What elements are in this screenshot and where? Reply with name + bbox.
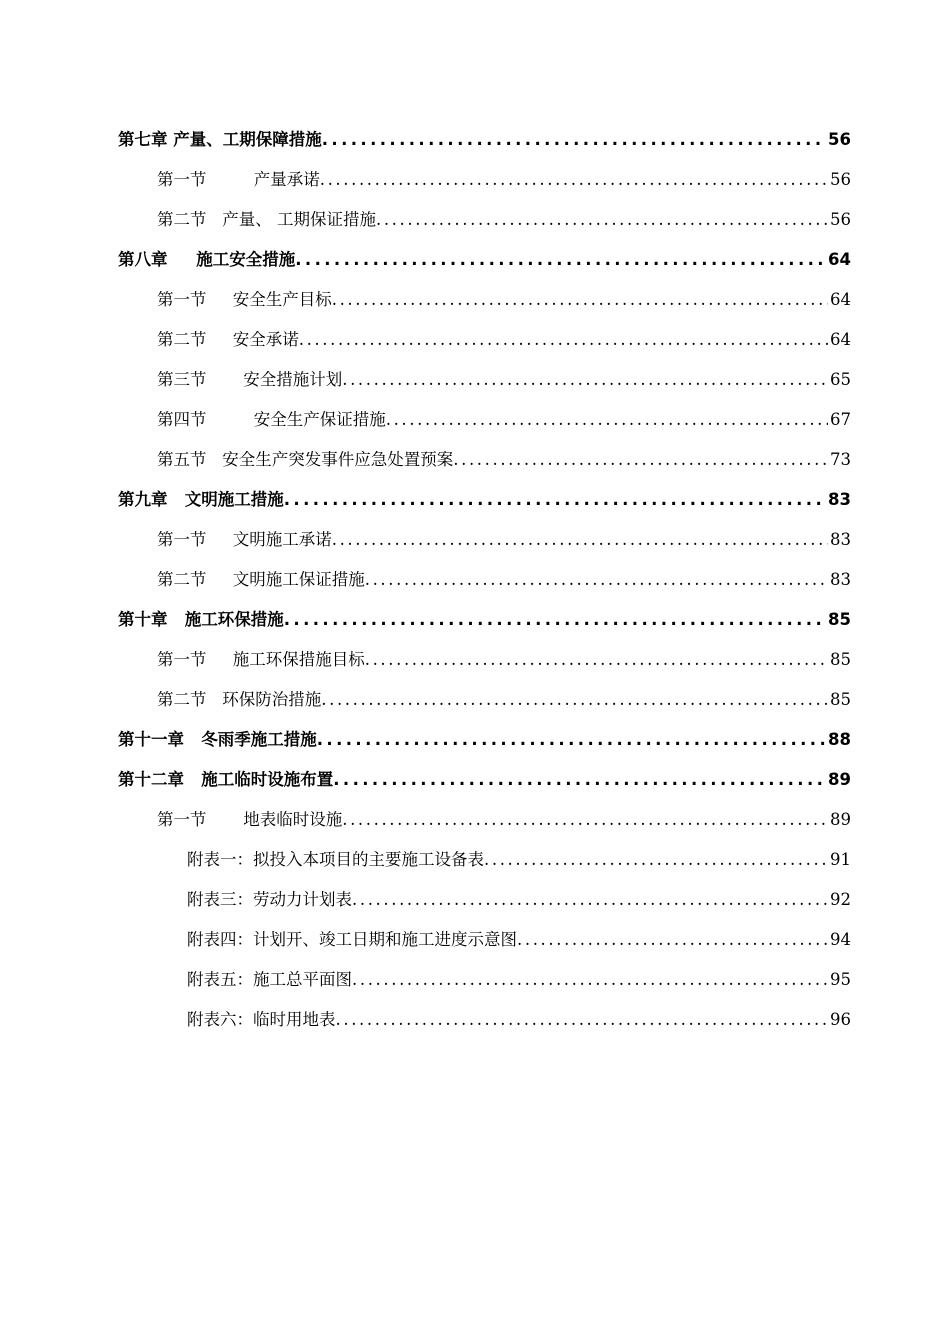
- toc-entry-title: 第七章 产量、工期保障措施: [118, 130, 322, 149]
- toc-entry-section[interactable]: [118, 320, 851, 360]
- toc-entry-chapter-12[interactable]: [118, 760, 851, 800]
- toc-entry-title: 第八章 施工安全措施: [118, 250, 296, 269]
- toc-entry-section[interactable]: [118, 640, 851, 680]
- toc-entry-title: 第二节 安全承诺: [157, 330, 299, 349]
- toc-entry-section[interactable]: [118, 200, 851, 240]
- dot-leader: [365, 640, 828, 680]
- dot-leader: [453, 440, 828, 480]
- dot-leader: [321, 680, 828, 720]
- toc-entry-chapter-8[interactable]: [118, 240, 851, 280]
- dot-leader: [484, 840, 828, 880]
- toc-entry-page: 64: [830, 290, 851, 309]
- toc-entry-page: 56: [830, 170, 851, 189]
- dot-leader: [299, 320, 828, 360]
- table-of-contents: [118, 120, 851, 1040]
- toc-entry-title: 第五节 安全生产突发事件应急处置预案: [157, 450, 454, 469]
- toc-entry-title: 第一节 文明施工承诺: [157, 530, 332, 549]
- dot-leader: [352, 960, 828, 1000]
- toc-entry-section[interactable]: [118, 360, 851, 400]
- dot-leader: [517, 920, 828, 960]
- toc-entry-page: 88: [828, 730, 851, 749]
- toc-entry-title: 第四节 安全生产保证措施: [157, 410, 386, 429]
- dot-leader: [342, 800, 828, 840]
- toc-entry-chapter-9[interactable]: [118, 480, 851, 520]
- toc-entry-chapter-10[interactable]: [118, 600, 851, 640]
- dot-leader: [295, 240, 826, 280]
- toc-entry-title: 附表三：劳动力计划表: [187, 890, 352, 909]
- dot-leader: [333, 760, 826, 800]
- toc-entry-section[interactable]: [118, 520, 851, 560]
- toc-entry-title: 附表一：拟投入本项目的主要施工设备表: [187, 850, 484, 869]
- toc-entry-section[interactable]: [118, 280, 851, 320]
- toc-entry-page: 85: [830, 650, 851, 669]
- dot-leader: [342, 360, 828, 400]
- toc-entry-page: 85: [830, 690, 851, 709]
- toc-entry-page: 83: [830, 570, 851, 589]
- toc-entry-page: 73: [830, 450, 851, 469]
- dot-leader: [284, 600, 826, 640]
- toc-entry-appendix[interactable]: [118, 880, 851, 920]
- toc-entry-section[interactable]: [118, 440, 851, 480]
- toc-entry-page: 56: [830, 210, 851, 229]
- toc-entry-appendix[interactable]: [118, 840, 851, 880]
- toc-entry-page: 56: [828, 130, 851, 149]
- dot-leader: [332, 520, 828, 560]
- dot-leader: [320, 160, 828, 200]
- dot-leader: [332, 280, 828, 320]
- toc-entry-title: 第二节 产量、 工期保证措施: [157, 210, 376, 229]
- toc-entry-section[interactable]: [118, 800, 851, 840]
- toc-entry-page: 96: [830, 1010, 851, 1029]
- toc-entry-title: 附表六：临时用地表: [187, 1010, 336, 1029]
- toc-entry-appendix[interactable]: [118, 1000, 851, 1040]
- toc-entry-title: 第一节 施工环保措施目标: [157, 650, 365, 669]
- toc-entry-title: 附表四：计划开、竣工日期和施工进度示意图: [187, 930, 517, 949]
- toc-entry-title: 第一节 产量承诺: [157, 170, 320, 189]
- dot-leader: [365, 560, 828, 600]
- toc-entry-title: 第二节 环保防治措施: [157, 690, 322, 709]
- toc-entry-page: 65: [830, 370, 851, 389]
- dot-leader: [284, 480, 826, 520]
- toc-entry-page: 67: [830, 410, 851, 429]
- toc-entry-section[interactable]: [118, 160, 851, 200]
- toc-entry-title: 附表五：施工总平面图: [187, 970, 352, 989]
- toc-entry-title: 第九章 文明施工措施: [118, 490, 284, 509]
- toc-entry-page: 92: [830, 890, 851, 909]
- toc-entry-section[interactable]: [118, 680, 851, 720]
- toc-entry-title: 第一节 地表临时设施: [157, 810, 343, 829]
- toc-entry-appendix[interactable]: [118, 960, 851, 1000]
- toc-entry-page: 89: [828, 770, 851, 789]
- toc-entry-page: 95: [830, 970, 851, 989]
- dot-leader: [352, 880, 828, 920]
- toc-entry-appendix[interactable]: [118, 920, 851, 960]
- toc-entry-title: 第三节 安全措施计划: [157, 370, 343, 389]
- toc-entry-page: 64: [830, 330, 851, 349]
- dot-leader: [386, 400, 828, 440]
- dot-leader: [376, 200, 828, 240]
- dot-leader: [322, 120, 826, 160]
- toc-entry-page: 91: [830, 850, 851, 869]
- toc-entry-chapter-7[interactable]: [118, 120, 851, 160]
- toc-entry-title: 第十一章 冬雨季施工措施: [118, 730, 317, 749]
- toc-entry-page: 94: [830, 930, 851, 949]
- dot-leader: [336, 1000, 829, 1040]
- toc-entry-page: 85: [828, 610, 851, 629]
- toc-entry-section[interactable]: [118, 560, 851, 600]
- toc-entry-page: 89: [830, 810, 851, 829]
- toc-entry-title: 第十章 施工环保措施: [118, 610, 284, 629]
- toc-entry-page: 83: [828, 490, 851, 509]
- dot-leader: [317, 720, 826, 760]
- toc-entry-title: 第二节 文明施工保证措施: [157, 570, 365, 589]
- toc-entry-chapter-11[interactable]: [118, 720, 851, 760]
- toc-entry-page: 83: [830, 530, 851, 549]
- toc-entry-page: 64: [828, 250, 851, 269]
- toc-entry-title: 第十二章 施工临时设施布置: [118, 770, 334, 789]
- toc-entry-title: 第一节 安全生产目标: [157, 290, 332, 309]
- toc-entry-section[interactable]: [118, 400, 851, 440]
